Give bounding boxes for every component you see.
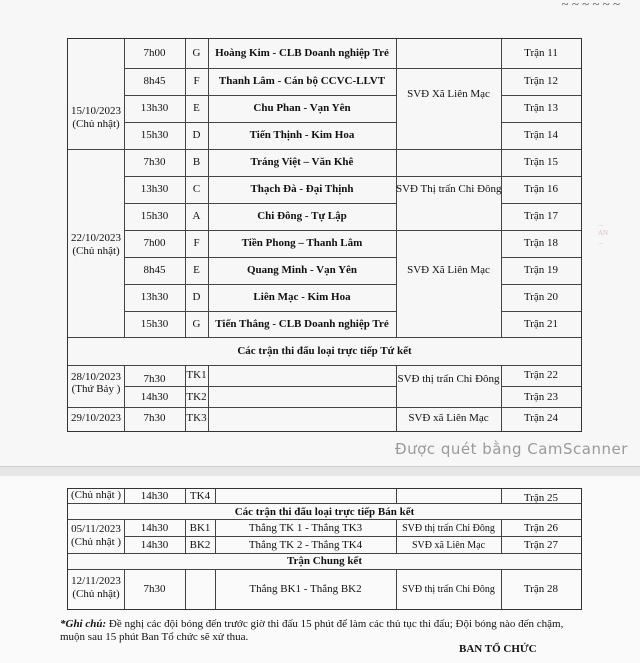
code-cell: TK4: [189, 490, 211, 502]
time-cell: 7h30: [143, 583, 166, 595]
group-cell: A: [192, 210, 201, 222]
day-cell: (Chủ nhật): [72, 588, 120, 600]
time-cell: 7h30: [143, 412, 166, 424]
match-cell: Trận 11: [524, 47, 558, 59]
stamp-mark: ... AN ...: [598, 220, 609, 246]
code-cell: BK2: [189, 539, 211, 551]
day-cell: (Chủ nhật ): [70, 489, 122, 501]
venue-cell: SVĐ Xã Liên Mạc: [407, 88, 490, 100]
time-cell: 8h45: [143, 264, 166, 276]
date-cell: 29/10/2023: [70, 412, 122, 424]
group-cell: E: [193, 102, 200, 114]
time-cell: 7h30: [143, 156, 166, 168]
teams-cell: Tiến Thắng - CLB Doanh nghiệp Trẻ: [215, 318, 389, 330]
teams-cell: Thắng TK 2 - Thắng TK4: [248, 539, 363, 551]
time-cell: 15h30: [140, 129, 169, 141]
group-cell: G: [192, 318, 201, 330]
teams-cell: Hoàng Kim - CLB Doanh nghiệp Trẻ: [215, 47, 389, 59]
group-cell: F: [193, 75, 200, 87]
group-cell: D: [192, 129, 201, 141]
date-cell: 15/10/2023: [70, 105, 122, 117]
schedule-table-1: [67, 38, 582, 432]
match-cell: Trận 22: [523, 369, 559, 381]
teams-cell: Tiền Phong – Thanh Lâm: [241, 237, 363, 249]
venue-cell: SVĐ thị trấn Chi Đông: [402, 523, 495, 534]
quarterfinal-header: Các trận thi đấu loại trực tiếp Tứ kết: [237, 345, 412, 357]
match-cell: Trận 14: [523, 129, 559, 141]
time-cell: 7h00: [143, 47, 166, 59]
time-cell: 15h30: [140, 318, 169, 330]
group-cell: D: [192, 291, 201, 303]
date-cell: 28/10/2023: [70, 371, 122, 383]
teams-cell: Quang Minh - Vạn Yên: [246, 264, 358, 276]
teams-cell: Thắng TK 1 - Thắng TK3: [248, 522, 363, 534]
venue-cell: SVĐ xã Liên Mạc: [408, 412, 489, 424]
teams-cell: Chu Phan - Vạn Yên: [253, 102, 351, 114]
match-cell: Trận 18: [523, 237, 559, 249]
schedule-table-2: [67, 488, 582, 610]
match-cell: Trận 16: [523, 183, 559, 195]
teams-cell: Tiến Thịnh - Kim Hoa: [249, 129, 355, 141]
group-cell: E: [193, 264, 200, 276]
day-cell: (Chủ nhật): [72, 245, 120, 257]
venue-cell: SVĐ thị trấn Chi Đông: [397, 373, 500, 385]
match-cell: Trận 12: [523, 75, 559, 87]
match-cell: Trận 28: [523, 583, 559, 595]
venue-cell: SVĐ Thị trấn Chi Đông: [396, 183, 502, 195]
match-cell: Trận 21: [523, 318, 559, 330]
time-cell: 14h30: [140, 522, 169, 534]
organizer-signature: BAN TỔ CHỨC: [459, 643, 537, 655]
venue-cell: SVĐ Xã Liên Mạc: [407, 264, 490, 276]
time-cell: 14h30: [140, 391, 169, 403]
match-cell: Trận 19: [523, 264, 559, 276]
match-cell: Trận 23: [523, 391, 559, 403]
footnote-label: *Ghi chú:: [60, 618, 107, 630]
group-cell: C: [192, 183, 201, 195]
teams-cell: Chi Đông - Tự Lập: [257, 210, 347, 222]
code-cell: TK3: [186, 412, 207, 424]
group-cell: B: [192, 156, 201, 168]
teams-cell: Thạch Đà - Đại Thịnh: [250, 183, 354, 195]
time-cell: 14h30: [140, 539, 169, 551]
time-cell: 14h30: [140, 490, 169, 502]
footnote-text: Đề nghị các đội bóng đến trước giờ thi đấu 15 phút để làm các thủ tục thi đấu; Đội bóng nào đến chậm, muộn sau 15 phút Ban Tổ chức sẽ xử thua.: [60, 618, 564, 643]
teams-cell: Liên Mạc - Kim Hoa: [253, 291, 351, 303]
footnote: [60, 618, 580, 644]
group-cell: G: [192, 47, 201, 59]
time-cell: 8h45: [143, 75, 166, 87]
match-cell: Trận 17: [523, 210, 559, 222]
time-cell: 15h30: [140, 210, 169, 222]
final-header: Trận Chung kết: [287, 555, 362, 567]
code-cell: TK2: [186, 391, 207, 403]
match-cell: Trận 20: [523, 291, 559, 303]
match-cell: Trận 15: [523, 156, 559, 168]
teams-cell: Tráng Việt – Văn Khê: [250, 156, 354, 168]
time-cell: 13h30: [140, 102, 169, 114]
group-cell: F: [193, 237, 200, 249]
day-cell: (Chủ nhật ): [70, 536, 122, 548]
time-cell: 7h30: [143, 373, 166, 385]
date-cell: 22/10/2023: [70, 232, 122, 244]
date-cell: 12/11/2023: [71, 575, 121, 587]
time-cell: 7h00: [143, 237, 166, 249]
time-cell: 13h30: [140, 291, 169, 303]
match-cell: Trận 27: [523, 539, 559, 551]
time-cell: 13h30: [140, 183, 169, 195]
teams-cell: Thanh Lâm - Cán bộ CCVC-LLVT: [218, 75, 386, 87]
match-cell: Trận 24: [523, 412, 559, 424]
semifinal-header: Các trận thi đấu loại trực tiếp Bán kết: [234, 506, 415, 518]
match-cell: Trận 13: [523, 102, 559, 114]
match-cell: Trận 26: [523, 522, 559, 534]
venue-cell: SVĐ thị trấn Chi Đông: [402, 584, 495, 595]
cropped-top-text: ~ ~ ~ ~ ~ ~: [561, 0, 620, 11]
day-cell: (Thứ Bảy ): [71, 383, 121, 395]
day-cell: (Chủ nhật): [72, 118, 120, 130]
teams-cell: Thắng BK1 - Thắng BK2: [249, 583, 362, 595]
camscanner-watermark: Được quét bằng CamScanner: [395, 440, 628, 458]
venue-cell: SVĐ xã Liên Mạc: [411, 540, 486, 551]
code-cell: TK1: [186, 369, 207, 381]
code-cell: BK1: [189, 522, 211, 534]
match-cell: Trận 25: [523, 492, 559, 504]
date-cell: 05/11/2023: [71, 523, 121, 535]
